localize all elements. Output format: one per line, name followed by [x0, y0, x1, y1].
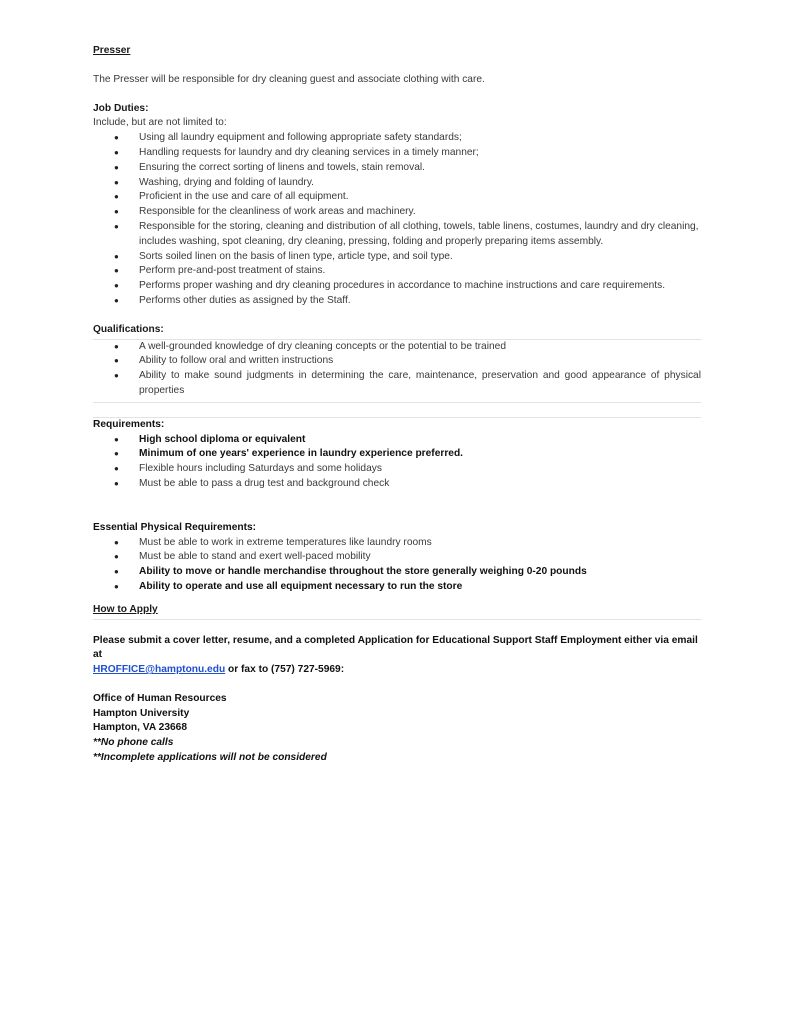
document-page	[93, 44, 701, 766]
physical-requirements-list	[93, 536, 701, 595]
job-title: Presser	[93, 45, 131, 56]
requirements-heading: Requirements:	[93, 418, 165, 430]
office-name: Office of Human Resources	[93, 692, 227, 704]
job-duties-list	[93, 131, 701, 309]
list-item: ● Minimum of one years' experience in laundry experience preferred.	[114, 448, 464, 460]
list-item: ● Ability to make sound judgments in determining the care, maintenance, preservation and good appearance of physical properties	[114, 370, 701, 396]
email-link[interactable]: HROFFICE@hamptonu.edu	[93, 664, 226, 676]
list-item: ● Must be able to work in extreme temperatures like laundry rooms	[114, 536, 432, 548]
list-item: ● Handling requests for laundry and dry cleaning services in a timely manner;	[114, 146, 479, 158]
list-item: ● A well-grounded knowledge of dry cleaning concepts or the potential to be trained	[114, 340, 506, 352]
note-incomplete: **Incomplete applications will not be considered	[93, 752, 327, 764]
list-item: ● Responsible for the storing, cleaning and distribution of all clothing, towels, table linens, costumes, laundry and dry cleaning, includes washing, spot cleaning, dry cleaning, pressing, folding and properly preparing items assembly.	[114, 220, 699, 247]
job-duties-lead: Include, but are not limited to:	[93, 117, 227, 129]
list-item: ● High school diploma or equivalent	[114, 433, 306, 445]
list-item: ● Washing, drying and folding of laundry.	[114, 176, 314, 188]
qualifications-heading: Qualifications:	[93, 323, 164, 335]
list-item: ● Responsible for the cleanliness of work areas and machinery.	[114, 206, 416, 218]
how-to-apply-heading: How to Apply	[93, 603, 158, 615]
university-name: Hampton University	[93, 707, 190, 719]
list-item: ● Using all laundry equipment and following appropriate safety standards;	[114, 132, 462, 144]
city-state-zip: Hampton, VA 23668	[93, 722, 187, 734]
intro-text: The Presser will be responsible for dry cleaning guest and associate clothing with care.	[93, 73, 485, 85]
list-item: ● Ability to move or handle merchandise throughout the store generally weighing 0-20 pounds	[114, 566, 587, 578]
apply-instructions: Please submit a cover letter, resume, and a completed Application for Educational Support Staff Employment either via email at HROFFICE@hamptonu.edu or fax to (757) 727-5969:	[93, 634, 698, 676]
list-item: ● Perform pre-and-post treatment of stains.	[114, 265, 326, 277]
job-duties-heading: Job Duties:	[93, 102, 149, 114]
list-item: ● Proficient in the use and care of all equipment.	[114, 191, 349, 203]
list-item: ● Ensuring the correct sorting of linens and towels, stain removal.	[114, 161, 425, 173]
physical-requirements-heading: Essential Physical Requirements:	[93, 521, 257, 533]
note-no-phone: **No phone calls	[93, 737, 174, 749]
list-item: ● Performs other duties as assigned by the Staff.	[114, 294, 351, 306]
requirements-list	[93, 433, 701, 492]
list-item: ● Flexible hours including Saturdays and some holidays	[114, 463, 382, 475]
list-item: ● Performs proper washing and dry cleaning procedures in accordance to machine instructions and care requirements.	[114, 280, 666, 292]
qualifications-list	[93, 340, 701, 399]
list-item: ● Must be able to pass a drug test and background check	[114, 477, 390, 489]
list-item: ● Sorts soiled linen on the basis of linen type, article type, and soil type.	[114, 250, 453, 262]
list-item: ● Must be able to stand and exert well-paced mobility	[114, 551, 371, 563]
list-item: ● Ability to follow oral and written instructions	[114, 355, 334, 367]
list-item: ● Ability to operate and use all equipment necessary to run the store	[114, 580, 463, 592]
